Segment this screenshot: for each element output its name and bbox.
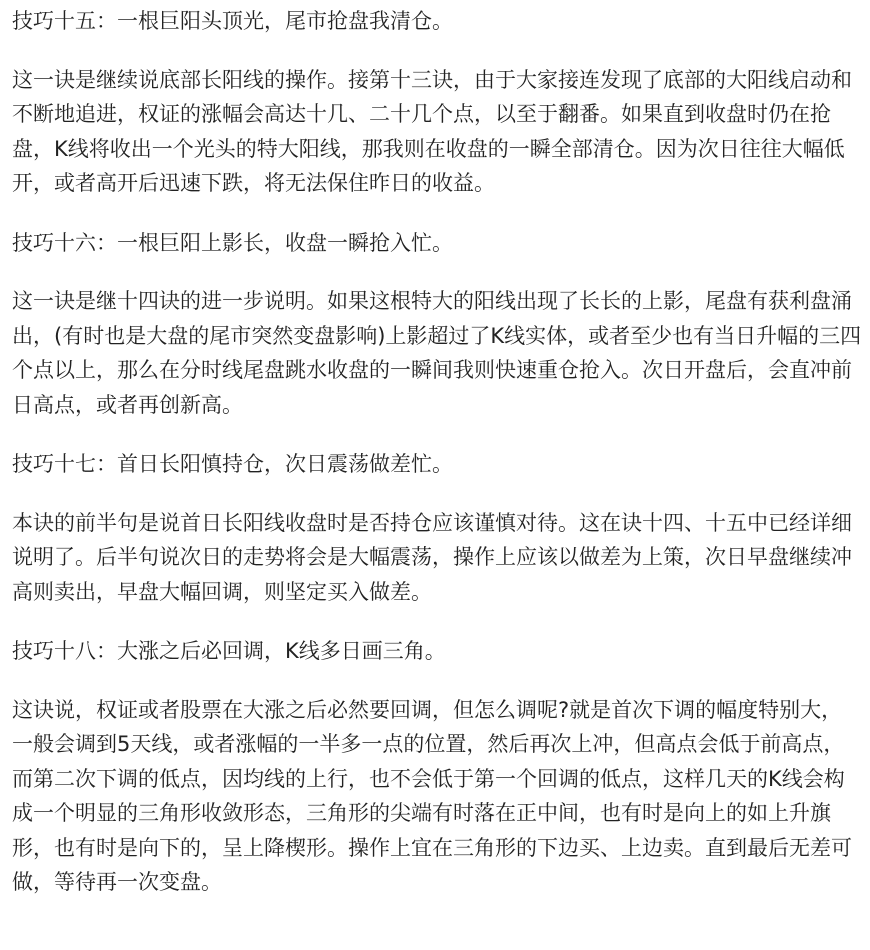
tip-18-heading: 技巧十八：大涨之后必回调，K线多日画三角。 <box>12 639 446 663</box>
tip-16-body: 这一诀是继十四诀的进一步说明。如果这根特大的阳线出现了长长的上影，尾盘有获利盘涌出，(有时也是大盘的尾市突然变盘影响)上影超过了K线实体，或者至少也有当日升幅的三四个点以上，那么在分时线尾盘跳水收盘的一瞬间我则快速重仓抢入。次日开盘后，会直冲前日高点，或者再创新高。 <box>12 289 862 417</box>
tip-16-heading: 技巧十六：一根巨阳上影长，收盘一瞬抢入忙。 <box>12 230 453 255</box>
section-tip-16 <box>12 226 870 423</box>
tip-15-body: 这一诀是继续说底部长阳线的操作。接第十三诀，由于大家接连发现了底部的大阳线启动和不断地追进，权证的涨幅会高达十几、二十几个点，以至于翻番。如果直到收盘时仍在抢盘，K线将收出一个光头的特大阳线，那我则在收盘的一瞬全部清仓。因为次日往往大幅低开，或者高开后迅速下跌，将无法保住昨日的收益。 <box>12 67 852 195</box>
tip-15-heading: 技巧十五：一根巨阳头顶光，尾市抢盘我清仓。 <box>12 9 453 33</box>
tip-17-body: 本诀的前半句是说首日长阳线收盘时是否持仓应该谨慎对待。这在诀十四、十五中已经详细说明了。后半句说次日的走势将会是大幅震荡，操作上应该以做差为上策，次日早盘继续冲高则卖出，早盘大幅回调，则坚定买入做差。 <box>12 510 852 604</box>
section-tip-15 <box>12 4 870 201</box>
tip-18-body: 这诀说，权证或者股票在大涨之后必然要回调，但怎么调呢?就是首次下调的幅度特别大，一般会调到5天线，或者涨幅的一半多一点的位置，然后再次上冲，但高点会低于前高点，而第二次下调的低点，因均线的上行，也不会低于第一个回调的低点，这样几天的K线会构成一个明显的三角形收敛形态，三角形的尖端有时落在正中间，也有时是向上的如上升旗形，也有时是向下的，呈上降楔形。操作上宜在三角形的下边买、上边卖。直到最后无差可做，等待再一次变盘。 <box>12 697 852 894</box>
tip-17-heading: 技巧十七：首日长阳慎持仓，次日震荡做差忙。 <box>12 452 453 476</box>
section-tip-17 <box>12 447 870 609</box>
section-tip-18 <box>12 634 870 900</box>
